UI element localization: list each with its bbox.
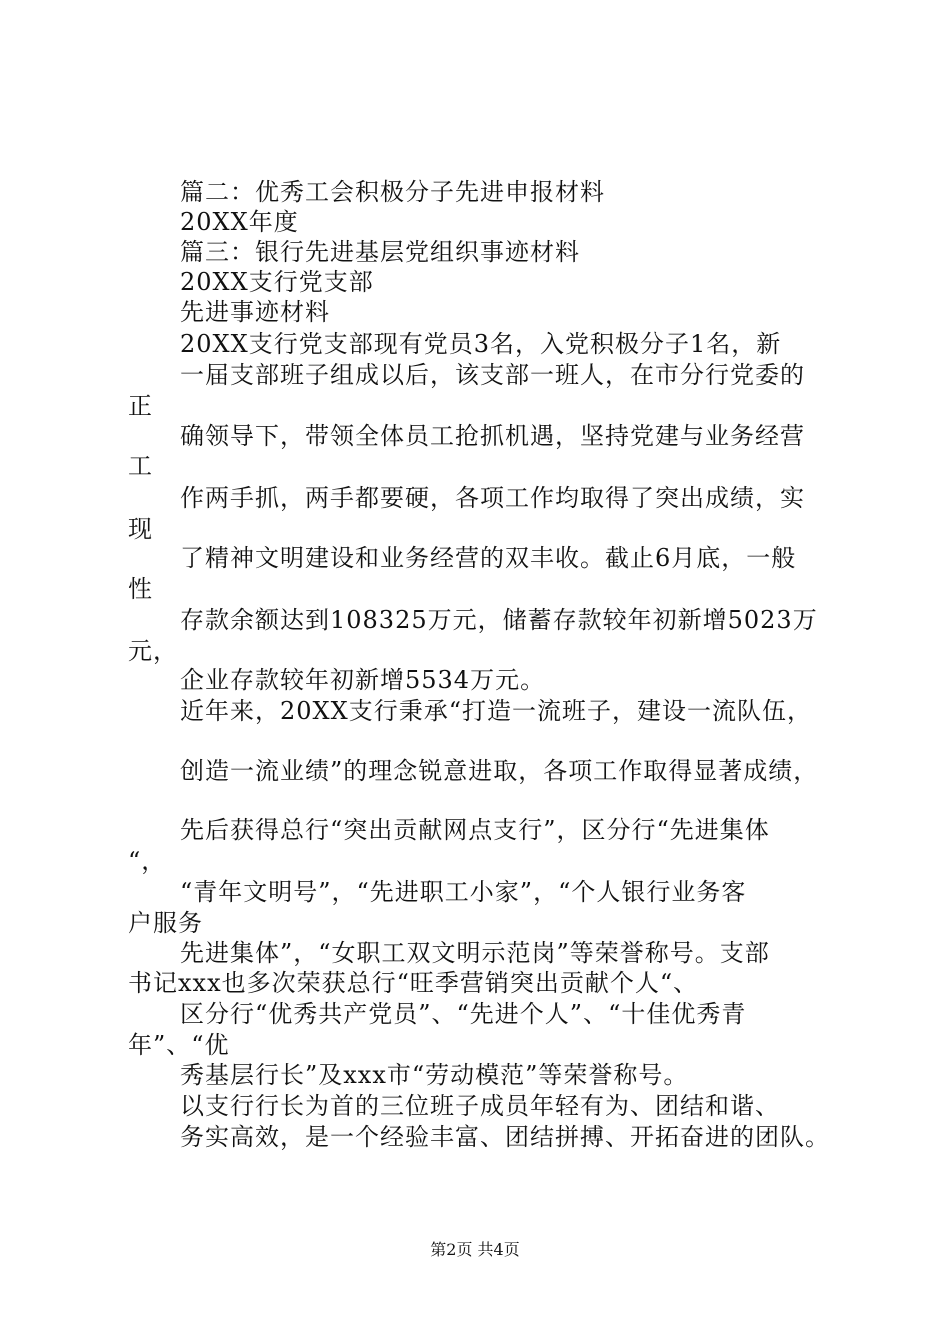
text-line: “青年文明号”，“先进职工小家”，“个人银行业务客 xyxy=(180,878,747,906)
text-line: 书记xxx也多次荣获总行“旺季营销突出贡献个人“、 xyxy=(128,969,699,997)
text-line: 创造一流业绩”的理念锐意进取，各项工作取得显著成绩， xyxy=(180,757,819,785)
text-line: 秀基层行长”及xxx市“劳动模范”等荣誉称号。 xyxy=(180,1061,689,1089)
text-line: 先进集体”，“女职工双文明示范岗”等荣誉称号。支部 xyxy=(180,939,770,967)
text-line: 作两手抓，两手都要硬，各项工作均取得了突出成绩，实 xyxy=(180,484,805,512)
text-line: 工 xyxy=(128,452,153,480)
text-line: 篇二：优秀工会积极分子先进申报材料 xyxy=(180,178,605,206)
text-line: 元， xyxy=(128,637,178,665)
text-line: 性 xyxy=(128,575,153,603)
text-line: 20XX支行党支部现有党员3名，入党积极分子1名，新 xyxy=(180,330,782,358)
text-line: 近年来，20XX支行秉承“打造一流班子，建设一流队伍， xyxy=(180,697,812,725)
text-line: 了精神文明建设和业务经营的双丰收。截止6月底，一般 xyxy=(180,544,797,572)
text-line: 户服务 xyxy=(128,909,203,937)
text-line: 正 xyxy=(128,392,153,420)
page-footer: 第2页 共4页 xyxy=(430,1240,520,1259)
text-line: 区分行“优秀共产党员”、“先进个人”、“十佳优秀青 xyxy=(180,1000,747,1028)
text-line: 企业存款较年初新增5534万元。 xyxy=(180,666,546,694)
text-line: 务实高效，是一个经验丰富、团结拼搏、开拓奋进的团队。 xyxy=(180,1123,830,1151)
text-line: 以支行行长为首的三位班子成员年轻有为、团结和谐、 xyxy=(180,1092,780,1120)
text-line: 一届支部班子组成以后，该支部一班人，在市分行党委的 xyxy=(180,361,805,389)
text-line: “， xyxy=(128,847,167,875)
text-line: 先进事迹材料 xyxy=(180,298,330,326)
text-line: 20XX支行党支部 xyxy=(180,268,374,296)
text-line: 确领导下，带领全体员工抢抓机遇，坚持党建与业务经营 xyxy=(180,422,805,450)
text-line: 篇三：银行先进基层党组织事迹材料 xyxy=(180,238,580,266)
text-line: 先后获得总行“突出贡献网点支行”，区分行“先进集体 xyxy=(180,816,770,844)
text-line: 年”、“优 xyxy=(128,1031,230,1059)
text-line: 现 xyxy=(128,515,153,543)
text-line: 20XX年度 xyxy=(180,208,299,236)
text-line: 存款余额达到108325万元，储蓄存款较年初新增5023万 xyxy=(180,606,818,634)
